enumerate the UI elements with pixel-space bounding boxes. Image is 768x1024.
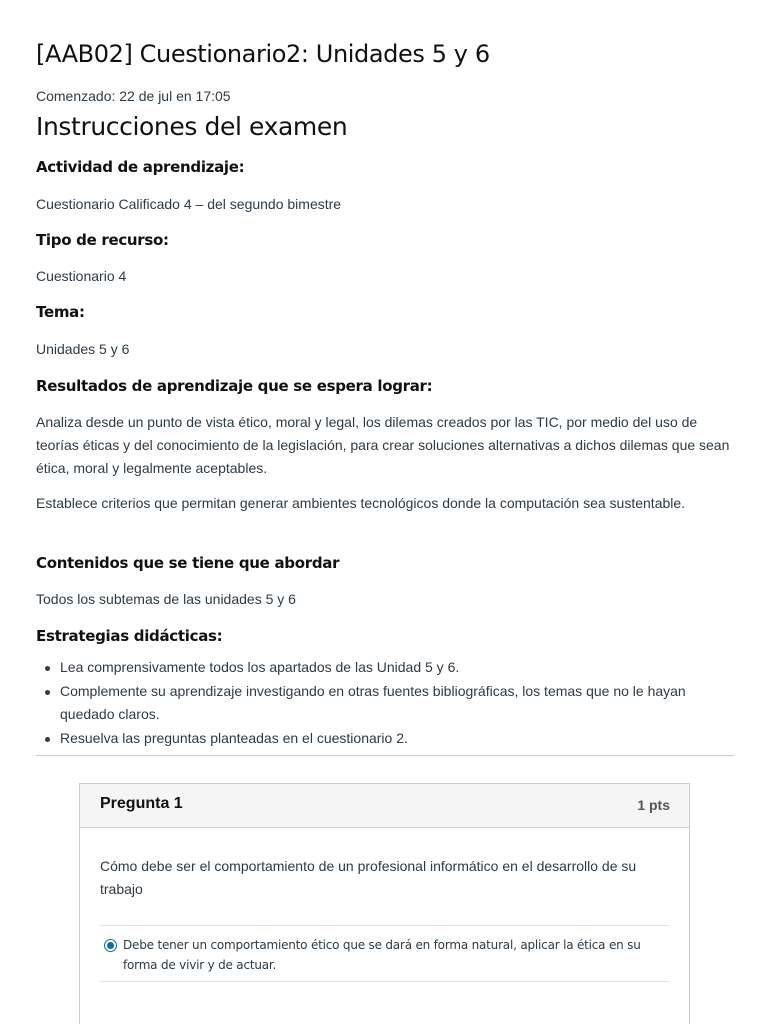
section-text-topic: Unidades 5 y 6 <box>36 341 130 357</box>
strategies-list <box>36 656 716 750</box>
section-heading-activity: Actividad de aprendizaje: <box>36 158 245 176</box>
section-text-contents: Todos los subtemas de las unidades 5 y 6 <box>36 591 296 607</box>
list-item <box>36 680 716 727</box>
bullet-icon <box>45 737 50 742</box>
section-heading-topic: Tema: <box>36 303 85 321</box>
bullet-icon <box>45 690 50 695</box>
answer-option-label[interactable]: Debe tener un comportamiento ético que se dará en forma natural, aplicar la ética en su forma de vivir y de actuar. <box>123 938 641 972</box>
question-text: Cómo debe ser el comportamiento de un profesional informático en el desarrollo de su trabajo <box>100 858 637 897</box>
question-card <box>79 783 690 1024</box>
section-heading-resource-type: Tipo de recurso: <box>36 231 169 249</box>
quiz-title: [AAB02] Cuestionario2: Unidades 5 y 6 <box>36 40 490 68</box>
section-paragraph-outcome-1: Analiza desde un punto de vista ético, moral y legal, los dilemas creados por las TIC, por medio del uso de teorías éticas y del conocimiento de la legislación, para crear soluciones alternativas a dichos dilemas que sean ética, moral y legalmente aceptables. <box>36 414 730 476</box>
answer-divider <box>100 981 669 982</box>
question-points: 1 pts <box>637 797 670 813</box>
section-heading-contents: Contenidos que se tiene que abordar <box>36 554 340 572</box>
section-paragraph-outcome-2: Establece criterios que permitan generar ambientes tecnológicos donde la computación sea sustentable. <box>36 495 686 511</box>
quiz-started-time: Comenzado: 22 de jul en 17:05 <box>36 88 231 104</box>
bullet-icon <box>45 666 50 671</box>
answer-divider <box>100 925 669 926</box>
section-heading-strategies: Estrategias didácticas: <box>36 627 223 645</box>
question-number: Pregunta 1 <box>100 795 183 812</box>
section-heading-learning-outcomes: Resultados de aprendizaje que se espera lograr: <box>36 377 433 395</box>
radio-selected-icon <box>107 942 114 949</box>
section-divider <box>36 755 734 756</box>
list-item-text: Resuelva las preguntas planteadas en el cuestionario 2. <box>60 729 408 746</box>
instructions-title: Instrucciones del examen <box>36 112 348 141</box>
radio-button-selected[interactable] <box>104 939 117 952</box>
list-item <box>36 727 716 751</box>
list-item-text: Complemente su aprendizaje investigando en otras fuentes bibliográficas, los temas que no le hayan quedado claros. <box>60 682 686 722</box>
question-header <box>80 784 689 828</box>
section-text-resource-type: Cuestionario 4 <box>36 268 127 284</box>
list-item-text: Lea comprensivamente todos los apartados de las Unidad 5 y 6. <box>60 659 460 675</box>
section-text-activity: Cuestionario Calificado 4 – del segundo bimestre <box>36 196 342 212</box>
list-item <box>36 656 716 680</box>
